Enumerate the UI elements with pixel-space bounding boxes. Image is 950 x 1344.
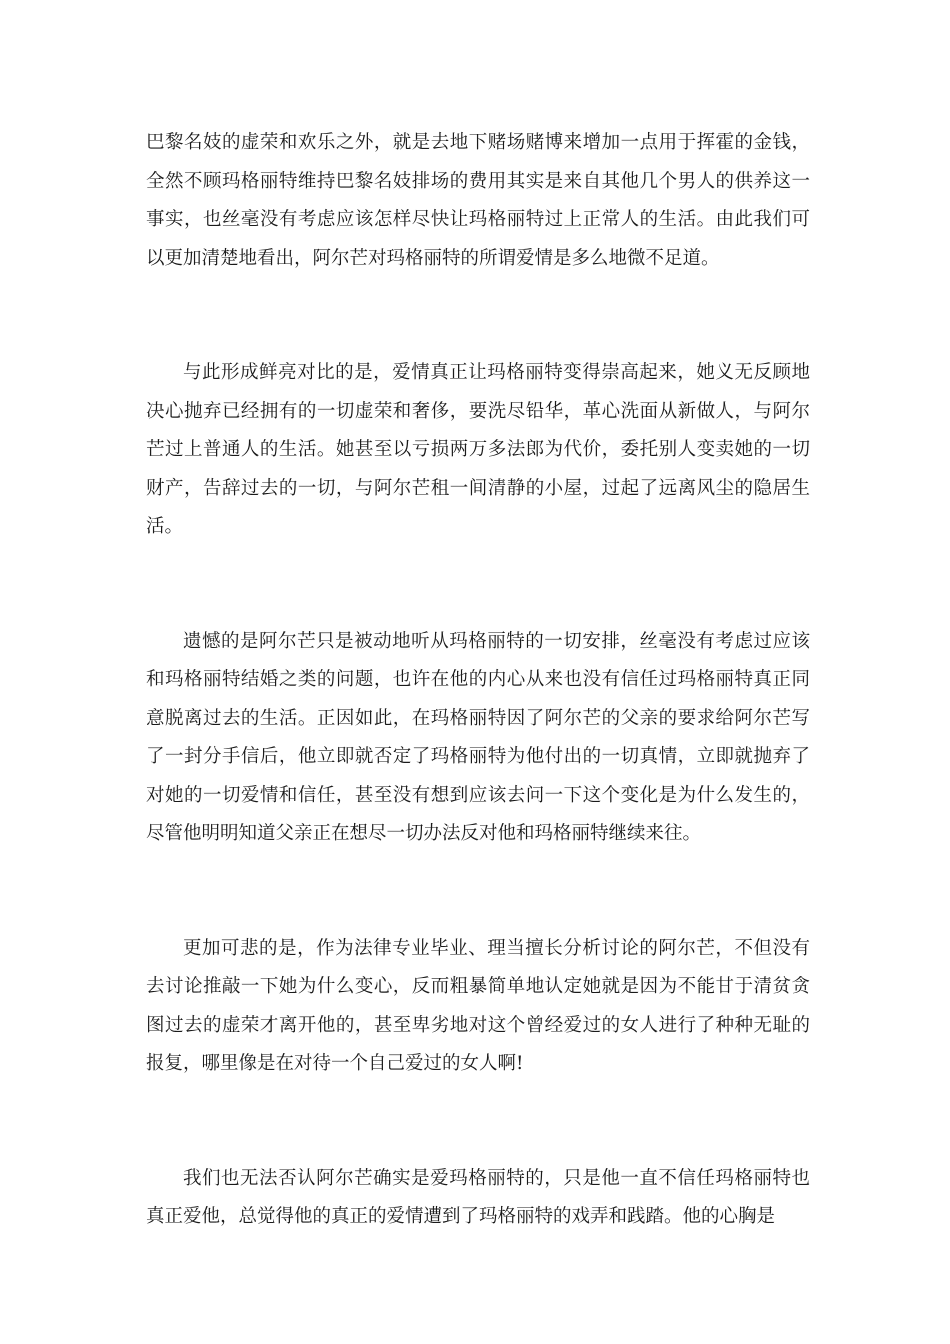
paragraph-gap bbox=[146, 1084, 810, 1160]
paragraph-3: 遗憾的是阿尔芒只是被动地听从玛格丽特的一切安排，丝毫没有考虑过应该和玛格丽特结婚之类的问题，也许在他的内心从来也没有信任过玛格丽特真正同意脱离过去的生活。正因如此，在玛格丽特因了阿尔芒的父亲的要求给阿尔芒写了一封分手信后，他立即就否定了玛格丽特为他付出的一切真情，立即就抛弃了对她的一切爱情和信任，甚至没有想到应该去问一下这个变化是为什么发生的，尽管他明明知道父亲正在想尽一切办法反对他和玛格丽特继续来往。 bbox=[146, 630, 810, 844]
paragraph-4: 更加可悲的是，作为法律专业毕业、理当擅长分析讨论的阿尔芒，不但没有去讨论推敲一下她为什么变心，反而粗暴简单地认定她就是因为不能甘于清贫贪图过去的虚荣才离开他的，甚至卑劣地对这个曾经爱过的女人进行了种种无耻的报复，哪里像是在对待一个自己爱过的女人啊! bbox=[146, 937, 810, 1074]
paragraph-2: 与此形成鲜亮对比的是，爱情真正让玛格丽特变得崇高起来，她义无反顾地决心抛弃已经拥有的一切虚荣和奢侈，要洗尽铅华，革心洗面从新做人，与阿尔芒过上普通人的生活。她甚至以亏损两万多法郎为代价，委托别人变卖她的一切财产，告辞过去的一切，与阿尔芒租一间清静的小屋，过起了远离风尘的隐居生活。 bbox=[146, 362, 810, 537]
paragraph-gap bbox=[146, 854, 810, 930]
paragraph-5: 我们也无法否认阿尔芒确实是爱玛格丽特的，只是他一直不信任玛格丽特也真正爱他，总觉得他的真正的爱情遭到了玛格丽特的戏弄和践踏。他的心胸是 bbox=[146, 1167, 810, 1227]
document-body bbox=[146, 124, 810, 1237]
paragraph-1: 巴黎名妓的虚荣和欢乐之外，就是去地下赌场赌博来增加一点用于挥霍的金钱，全然不顾玛格丽特维持巴黎名妓排场的费用其实是来自其他几个男人的供养这一事实，也丝毫没有考虑应该怎样尽快让玛格丽特过上正常人的生活。由此我们可以更加清楚地看出，阿尔芒对玛格丽特的所谓爱情是多么地微不足道。 bbox=[146, 132, 810, 269]
paragraph-gap bbox=[146, 547, 810, 623]
paragraph-gap bbox=[146, 278, 810, 354]
